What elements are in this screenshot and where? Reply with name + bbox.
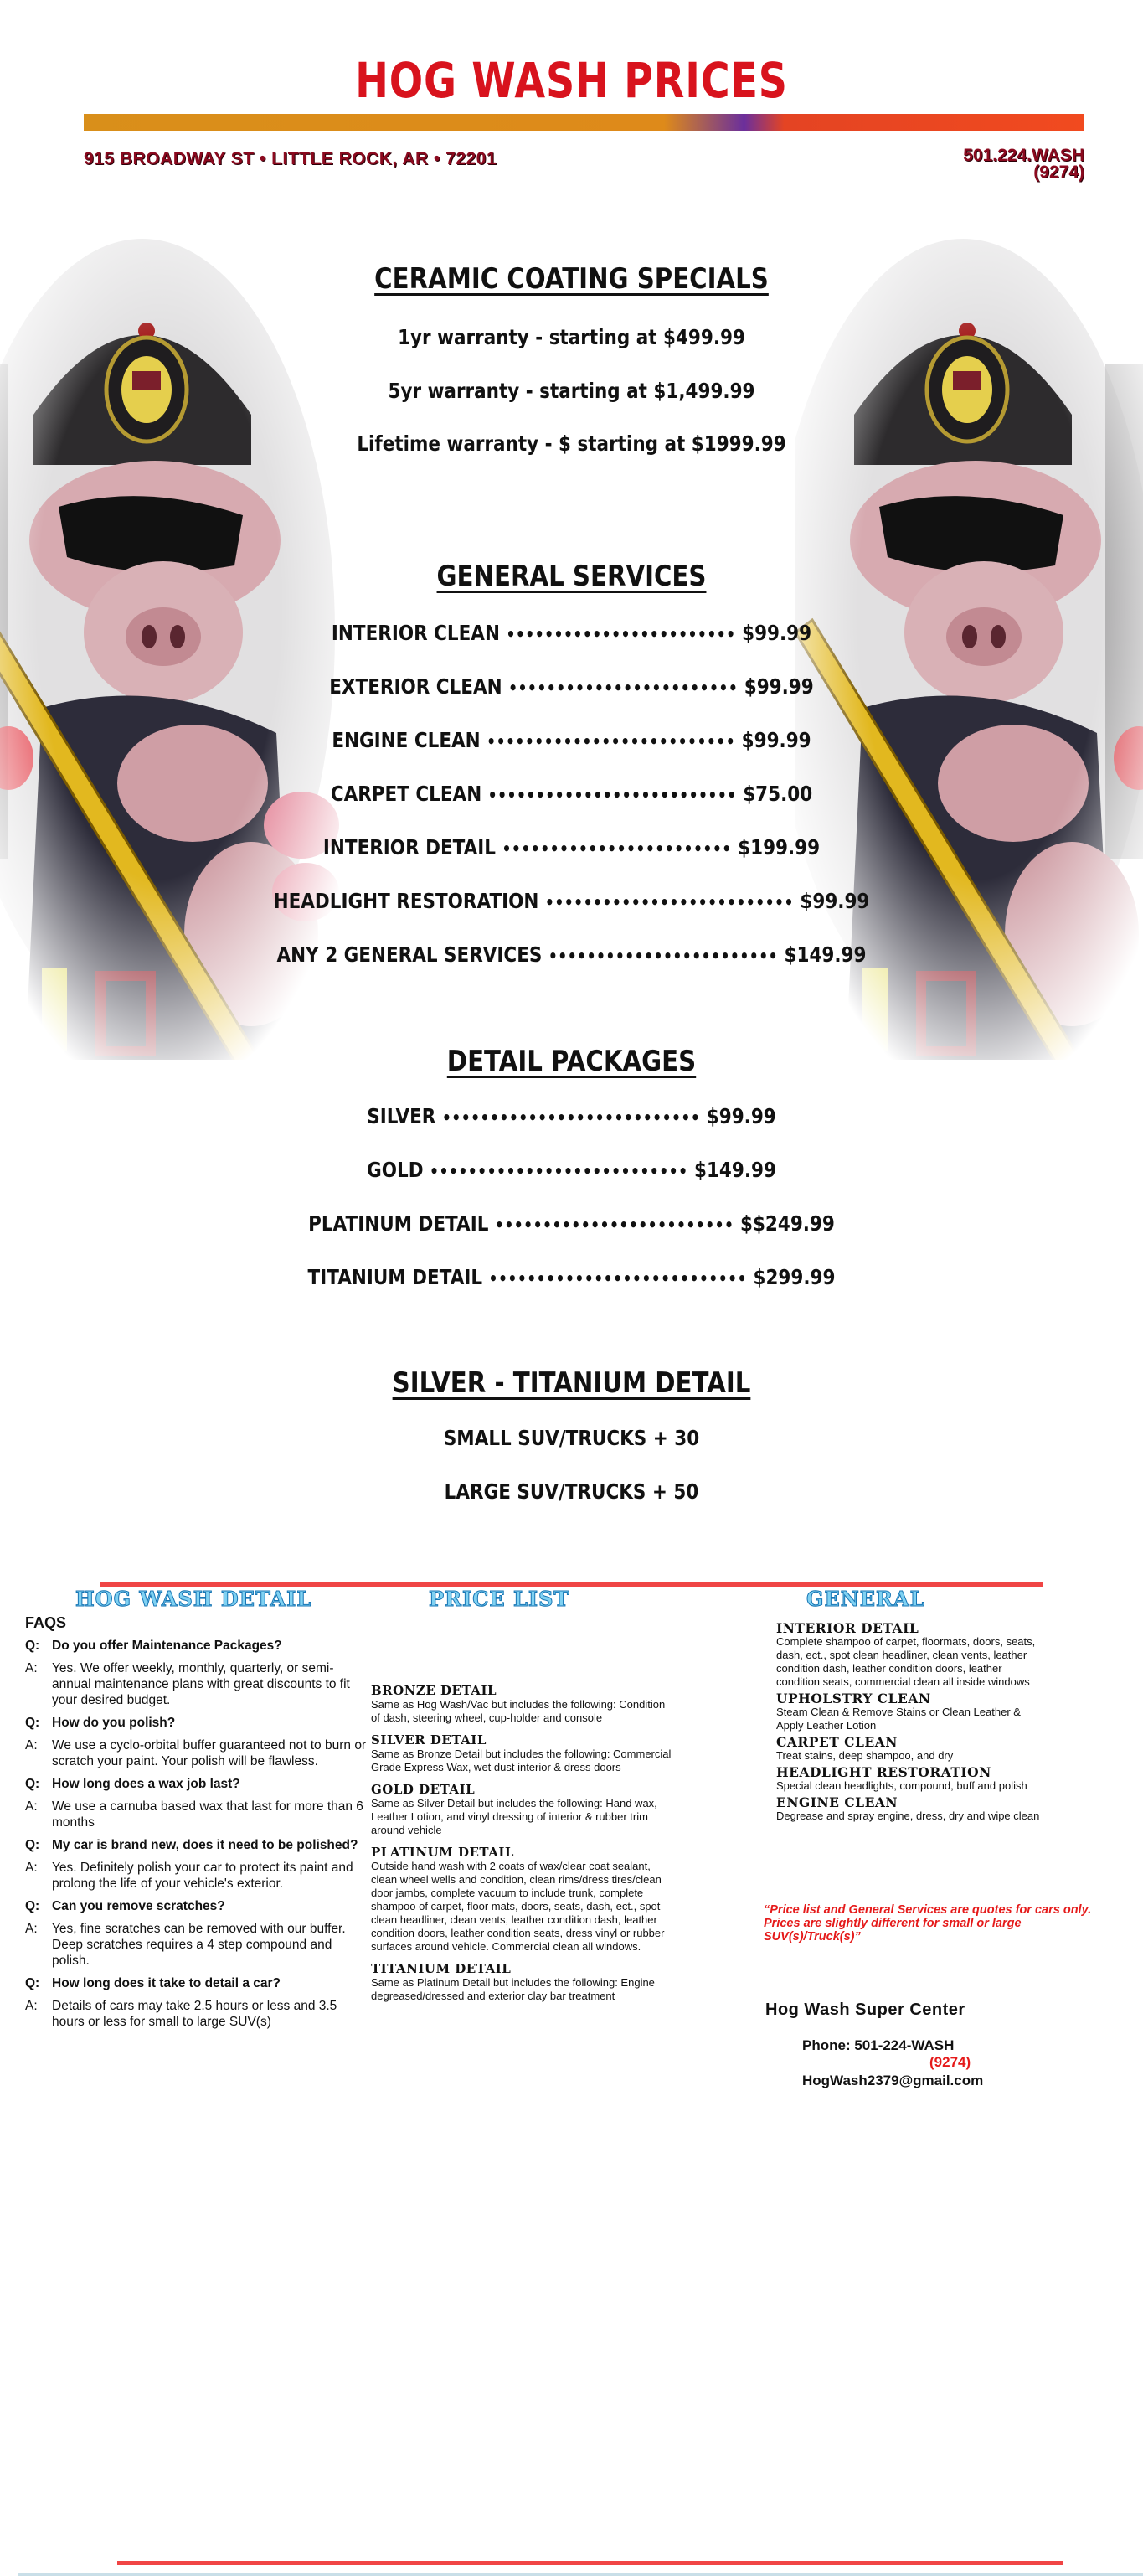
- package-price: $299.99: [753, 1265, 836, 1289]
- service-price: $75.00: [743, 782, 813, 806]
- faq-answer: A: Details of cars may take 2.5 hours or less and 3.5 hours or less for small to large SUV(s): [25, 1998, 368, 2030]
- pig-fireman-mascot-icon: [0, 239, 343, 1060]
- leader-dots: ••••••••••••••••••••••••: [548, 946, 779, 966]
- page-title: HOG WASH PRICES: [355, 52, 788, 109]
- faq-question: Q: Do you offer Maintenance Packages?: [25, 1639, 282, 1653]
- service-description: Special clean headlights, compound, buff and polish: [776, 1779, 1027, 1792]
- price-list-section: [371, 1684, 677, 2003]
- leader-dots: ••••••••••••••••••••••••••: [544, 892, 794, 912]
- service-title: HEADLIGHT RESTORATION: [776, 1764, 991, 1780]
- service-name: INTERIOR DETAIL: [322, 835, 496, 860]
- faq-title: FAQS: [25, 1614, 67, 1631]
- leader-dots: ••••••••••••••••••••••••••: [487, 785, 737, 805]
- question-text: How long does a wax job last?: [52, 1777, 240, 1791]
- service-row: [80, 782, 1063, 806]
- faq-question: Q: How long does it take to detail a car?: [25, 1976, 281, 1990]
- service-name: ENGINE CLEAN: [332, 728, 481, 752]
- service-price: $99.99: [741, 728, 811, 752]
- package-name: GOLD: [367, 1158, 424, 1182]
- service-row: [80, 835, 1063, 860]
- faq-question: Q: My car is brand new, does it need to be polished?: [25, 1838, 358, 1852]
- package-title: BRONZE DETAIL: [371, 1683, 497, 1698]
- faq-answer: A: We use a carnuba based wax that last for more than 6 months: [25, 1799, 368, 1830]
- answer-text: Yes. We offer weekly, monthly, quarterly, or semi-annual maintenance plans with great discounts to fit your desired budget.: [52, 1661, 350, 1707]
- faq-section: [25, 1615, 368, 2037]
- faq-answer: A: Yes. Definitely polish your car to protect its paint and prolong the life of your vehicle's exterior.: [25, 1860, 368, 1892]
- package-title: TITANIUM DETAIL: [371, 1961, 512, 1976]
- silver-titanium-title: SILVER - TITANIUM DETAIL: [392, 1366, 751, 1400]
- package-title: SILVER DETAIL: [371, 1732, 487, 1747]
- faq-answer: A: Yes. We offer weekly, monthly, quarterly, or semi-annual maintenance plans with great discounts to fit your desired budget.: [25, 1660, 368, 1708]
- question-text: My car is brand new, does it need to be polished?: [52, 1838, 358, 1852]
- suv-surcharge: SMALL SUV/TRUCKS + 30: [443, 1426, 700, 1450]
- package-row: [80, 1265, 1063, 1289]
- ceramic-item: Lifetime warranty - $ starting at $1999.99: [357, 431, 786, 456]
- service-price: $99.99: [800, 889, 870, 913]
- header-gradient-bar: [84, 114, 1084, 131]
- package-price: $149.99: [693, 1158, 776, 1182]
- service-row: [80, 889, 1063, 913]
- general-section: [776, 1618, 1040, 1823]
- package-description: Outside hand wash with 2 coats of wax/clear coat sealant, clean wheel wells and condition, clean rims/dress tires/clean door jambs, complete vacuum to include trunk, complete shampoo of carpet, floor mats, doors, seats, dash, ect., spot clean headliner, clean vents, leather condition dash, leather condition doors, leather condition seats, dress vinyl or rubber surfaces around vehicle. Commercial clean all windows.: [371, 1860, 665, 1953]
- service-title: UPHOLSTRY CLEAN: [776, 1691, 931, 1706]
- leader-dots: ••••••••••••••••••••••••: [506, 624, 736, 644]
- business-name: Hog Wash Super Center: [765, 2000, 965, 2019]
- service-name: CARPET CLEAN: [330, 782, 482, 806]
- business-email: HogWash2379@gmail.com: [802, 2073, 984, 2088]
- question-text: How do you polish?: [52, 1716, 176, 1730]
- flyer-header-price-list: PRICE LIST: [429, 1587, 570, 1611]
- package-name: TITANIUM DETAIL: [307, 1265, 483, 1289]
- package-price: $99.99: [706, 1104, 776, 1128]
- faq-question: Q: How long does a wax job last?: [25, 1777, 240, 1791]
- leader-dots: ••••••••••••••••••••••••: [502, 839, 732, 859]
- question-text: Can you remove scratches?: [52, 1899, 225, 1913]
- leader-dots: ••••••••••••••••••••••••: [508, 678, 739, 698]
- package-row: [80, 1211, 1063, 1236]
- package-description: Same as Hog Wash/Vac but includes the following: Condition of dash, steering wheel, cup-holder and console: [371, 1698, 666, 1724]
- leader-dots: •••••••••••••••••••••••••: [494, 1215, 734, 1235]
- package-name: SILVER: [367, 1104, 436, 1128]
- service-title: CARPET CLEAN: [776, 1734, 898, 1750]
- package-title: PLATINUM DETAIL: [371, 1845, 514, 1860]
- phone-line-2: (9274): [1033, 163, 1084, 182]
- service-name: HEADLIGHT RESTORATION: [273, 889, 539, 913]
- package-description: Same as Platinum Detail but includes the following: Engine degreased/dressed and exterior clay bar treatment: [371, 1976, 655, 2002]
- package-description: Same as Bronze Detail but includes the following: Commercial Grade Express Wax, wet dust interior & dress doors: [371, 1747, 672, 1773]
- service-row: [80, 942, 1063, 967]
- leader-dots: •••••••••••••••••••••••••••: [488, 1268, 748, 1288]
- service-price: $99.99: [742, 621, 812, 645]
- pig-fireman-mascot-icon: [795, 239, 1143, 1060]
- phone-number: [963, 147, 1084, 181]
- leader-dots: •••••••••••••••••••••••••••: [441, 1107, 701, 1128]
- service-name: ANY 2 GENERAL SERVICES: [276, 942, 543, 967]
- business-phone: Phone: 501-224-WASH: [802, 2037, 955, 2053]
- pricing-note: “Price list and General Services are quotes for cars only. Prices are slightly different for small or large SUV(s)/Truck(s)”: [764, 1903, 1092, 1944]
- service-description: Degrease and spray engine, dress, dry and wipe clean: [776, 1809, 1040, 1822]
- service-name: INTERIOR CLEAN: [331, 621, 500, 645]
- answer-text: Details of cars may take 2.5 hours or less and 3.5 hours or less for small to large SUV(s): [52, 1999, 337, 2029]
- faq-question: Q: How do you polish?: [25, 1716, 176, 1730]
- package-price: $$249.99: [739, 1211, 835, 1236]
- leader-dots: •••••••••••••••••••••••••••: [430, 1161, 688, 1181]
- flyer-bottom-divider: [117, 2561, 1063, 2565]
- answer-text: We use a carnuba based wax that last for more than 6 months: [52, 1799, 363, 1830]
- question-text: How long does it take to detail a car?: [52, 1976, 281, 1990]
- service-row: [80, 728, 1063, 752]
- business-phone-digits: (9274): [929, 2054, 971, 2070]
- service-price: $149.99: [784, 942, 867, 967]
- service-description: Steam Clean & Remove Stains or Clean Leather & Apply Leather Lotion: [776, 1706, 1021, 1732]
- service-title: INTERIOR DETAIL: [776, 1620, 919, 1636]
- ceramic-title: CERAMIC COATING SPECIALS: [374, 262, 769, 296]
- answer-text: We use a cyclo-orbital buffer guaranteed not to burn or scratch your paint. Your polish will be flawless.: [52, 1738, 367, 1768]
- package-name: PLATINUM DETAIL: [308, 1211, 489, 1236]
- leader-dots: ••••••••••••••••••••••••••: [487, 731, 736, 751]
- detail-packages-title: DETAIL PACKAGES: [446, 1045, 697, 1078]
- service-description: Treat stains, deep shampoo, and dry: [776, 1749, 954, 1762]
- answer-text: Yes. Definitely polish your car to protect its paint and prolong the life of your vehicle's exterior.: [52, 1861, 353, 1891]
- ceramic-item: 5yr warranty - starting at $1,499.99: [388, 379, 755, 403]
- service-description: Complete shampoo of carpet, floormats, doors, seats, dash, ect., spot clean headliner, clean vents, leather condition dash, leather condition doors, leather condition seats, commercial clean all inside windows: [776, 1635, 1036, 1688]
- package-row: [80, 1104, 1063, 1128]
- service-price: $199.99: [738, 835, 821, 860]
- faq-answer: A: We use a cyclo-orbital buffer guaranteed not to burn or scratch your paint. Your polish will be flawless.: [25, 1737, 368, 1769]
- flyer-header-detail: HOG WASH DETAIL: [75, 1587, 312, 1611]
- package-title: GOLD DETAIL: [371, 1782, 476, 1797]
- flyer-header-general: GENERAL: [806, 1587, 925, 1611]
- service-price: $99.99: [744, 674, 814, 699]
- faq-answer: A: Yes, fine scratches can be removed with our buffer. Deep scratches requires a 4 step compound and polish.: [25, 1921, 368, 1969]
- service-title: ENGINE CLEAN: [776, 1794, 898, 1810]
- question-text: Do you offer Maintenance Packages?: [52, 1639, 282, 1653]
- phone-line-1: 501.224.WASH: [963, 146, 1084, 165]
- address: 915 BROADWAY ST • LITTLE ROCK, AR • 72201: [84, 149, 497, 168]
- package-row: [80, 1158, 1063, 1182]
- answer-text: Yes, fine scratches can be removed with our buffer. Deep scratches requires a 4 step compound and polish.: [52, 1922, 346, 1968]
- general-services-title: GENERAL SERVICES: [436, 560, 707, 593]
- service-row: [80, 674, 1063, 699]
- ceramic-item: 1yr warranty - starting at $499.99: [398, 325, 745, 349]
- service-row: [80, 621, 1063, 645]
- faq-question: Q: Can you remove scratches?: [25, 1899, 225, 1913]
- package-description: Same as Silver Detail but includes the following: Hand wax, Leather Lotion, and vinyl dressing of interior & rubber trim around vehicle: [371, 1797, 657, 1836]
- suv-surcharge: LARGE SUV/TRUCKS + 50: [444, 1479, 699, 1504]
- service-name: EXTERIOR CLEAN: [329, 674, 502, 699]
